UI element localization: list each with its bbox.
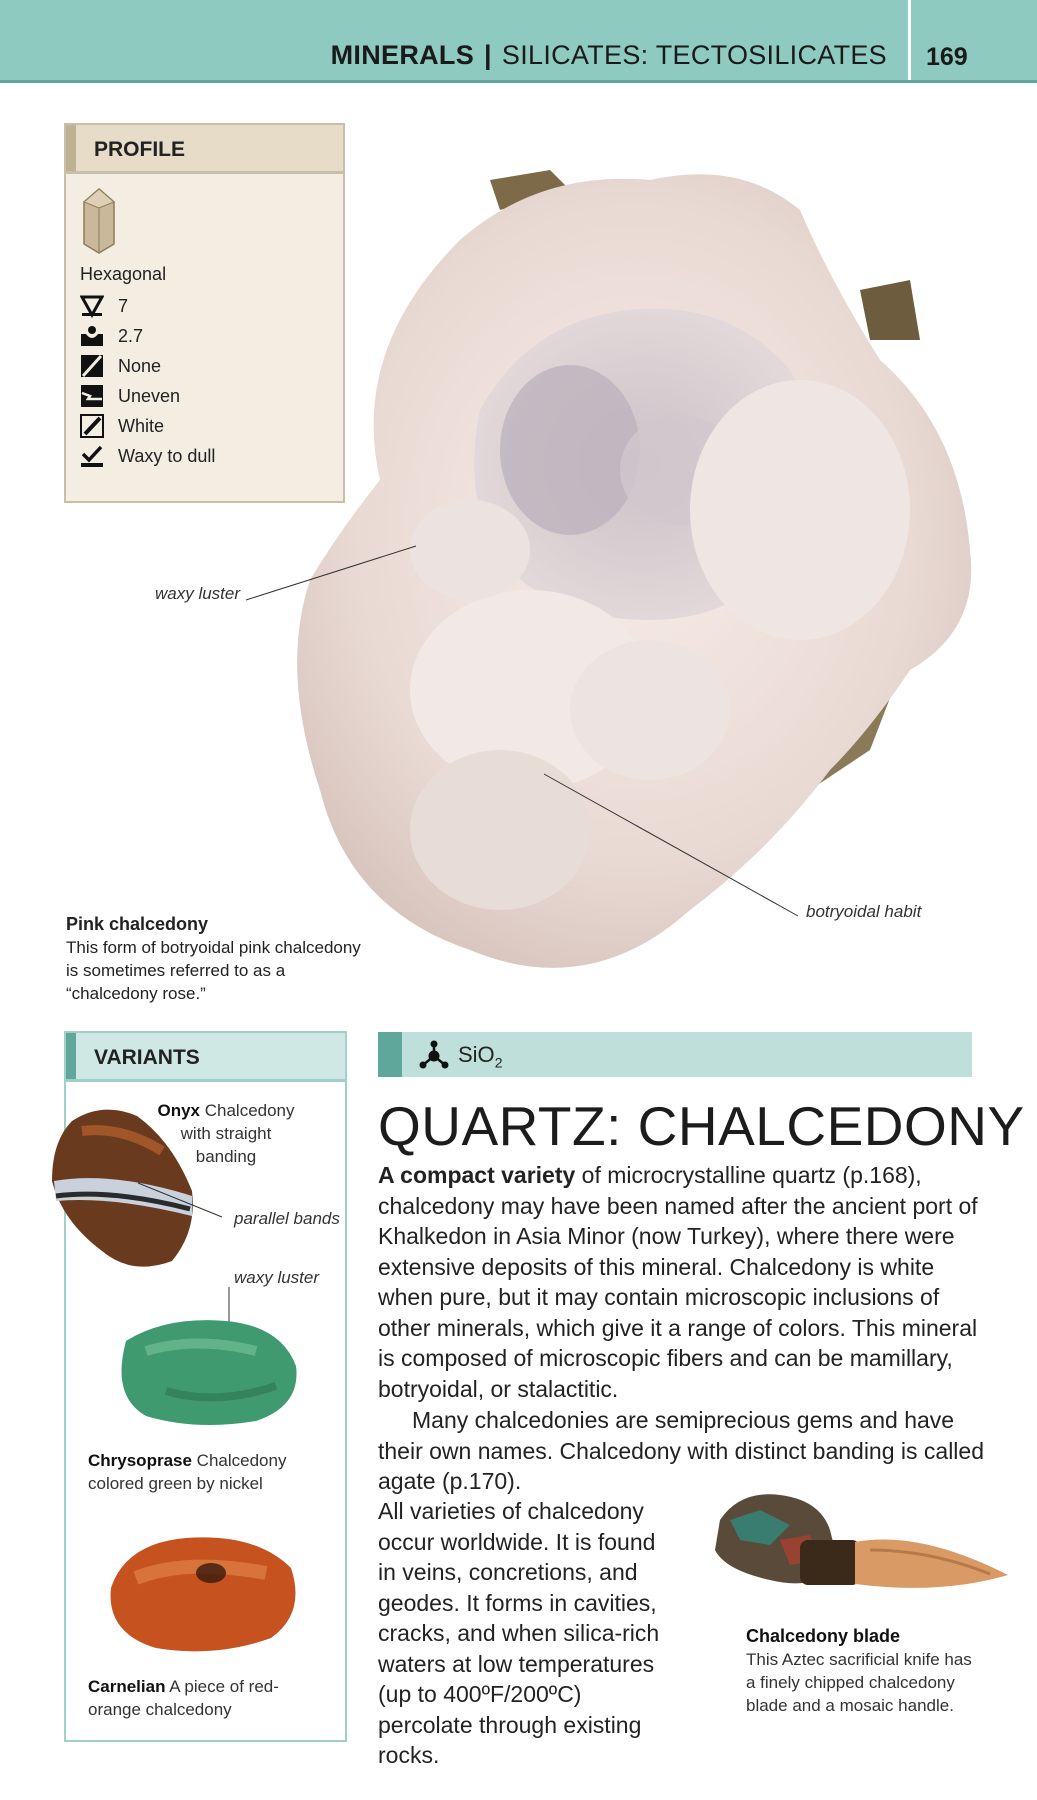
body-para1-text: of microcrystalline quartz (p.168), chalcedony may have been named after the ancient port of Khalkedon in Asia Minor (now Turkey), where there were extensive deposits of this mineral. Chalcedony is white when pure, but it may contain microscopic inclusions of other minerals, which give it a range of colors. This mineral is composed of microscopic fibers and can be mamillary, botryoidal, or stalactitic.: [378, 1162, 978, 1402]
chrysoprase-text: Chalcedony colored green by nickel: [88, 1451, 287, 1493]
property-fracture: [80, 383, 180, 409]
body-paragraph-2: Many chalcedonies are semiprecious gems and have their own names. Chalcedony with distinct banding is called agate (p.170).: [378, 1407, 984, 1494]
main-image-caption: [66, 913, 366, 1005]
chemical-formula: [458, 1042, 502, 1070]
body-paragraph-3: All varieties of chalcedony occur worldwide. It is found in veins, concretions, and geodes. It forms in cavities, cracks, and when silica-rich waters at low temperatures (up to 400ºF/200ºC) percolate through existing rocks.: [378, 1498, 660, 1768]
property-value: 7: [118, 295, 129, 316]
streak-icon: [80, 414, 104, 438]
header-separator: |: [484, 40, 492, 70]
carnelian-image: [96, 1528, 306, 1658]
body-lead: A compact variety: [378, 1162, 576, 1188]
formula-bar: [378, 1032, 972, 1077]
property-cleavage: [80, 353, 161, 379]
page-header: [0, 0, 1037, 80]
blade-caption: [746, 1625, 976, 1717]
header-divider: [908, 0, 911, 80]
body-paragraph-1: [378, 1160, 988, 1404]
callout-waxy-luster-variant: waxy luster: [234, 1268, 320, 1287]
chalcedony-blade-image: [700, 1480, 1012, 1620]
cleavage-icon: [80, 354, 104, 378]
carnelian-name: Carnelian: [88, 1677, 166, 1696]
callout-line-parallel: [136, 1181, 226, 1221]
profile-title: PROFILE: [94, 138, 186, 161]
caption-title: Pink chalcedony: [66, 914, 209, 934]
formula-stripe: [378, 1032, 402, 1077]
page-title: QUARTZ: CHALCEDONY: [378, 1095, 1025, 1157]
profile-header-stripe: [66, 125, 76, 171]
onyx-text: Chalcedony with straight banding: [180, 1101, 295, 1166]
property-value: White: [118, 415, 165, 436]
property-value: Uneven: [118, 385, 181, 406]
header-subsection: SILICATES: TECTOSILICATES: [501, 40, 887, 70]
variants-header-stripe: [66, 1033, 76, 1079]
page-number: 169: [926, 43, 968, 71]
luster-icon: [80, 444, 104, 468]
property-streak: [80, 413, 164, 439]
carnelian-text: A piece of red-orange chalcedony: [88, 1677, 279, 1719]
onyx-caption: [156, 1099, 296, 1168]
variants-title: VARIANTS: [94, 1046, 200, 1069]
chrysoprase-image: [106, 1311, 306, 1431]
header-title: [331, 40, 887, 71]
variants-header: [66, 1033, 345, 1082]
callout-line-waxy: [240, 540, 420, 610]
blade-title: Chalcedony blade: [746, 1626, 901, 1646]
fracture-icon: [80, 384, 104, 408]
header-section: MINERALS: [330, 40, 475, 70]
property-specific-gravity: [80, 323, 143, 349]
caption-text: This form of botryoidal pink chalcedony is sometimes referred to as a “chalcedony rose.”: [66, 938, 361, 1003]
property-value: None: [118, 355, 162, 376]
hexagonal-crystal-icon: [82, 188, 116, 254]
property-luster: [80, 443, 215, 469]
property-value: 2.7: [118, 325, 144, 346]
callout-waxy-luster: waxy luster: [155, 584, 241, 603]
specific-gravity-icon: [80, 324, 104, 348]
formula-symbol: SiO: [458, 1042, 495, 1067]
callout-botryoidal-habit: botryoidal habit: [806, 902, 922, 921]
chrysoprase-caption: [88, 1449, 328, 1495]
header-rule: [0, 80, 1037, 83]
crystal-system: Hexagonal: [80, 264, 167, 284]
callout-line-botryoidal: [540, 770, 810, 920]
molecule-icon: [418, 1040, 450, 1070]
carnelian-caption: [88, 1675, 328, 1721]
property-value: Waxy to dull: [118, 445, 216, 466]
chrysoprase-name: Chrysoprase: [88, 1451, 192, 1470]
callout-parallel-bands: parallel bands: [234, 1209, 340, 1228]
blade-text: This Aztec sacrificial knife has a finely chipped chalcedony blade and a mosaic handle.: [746, 1650, 972, 1715]
onyx-name: Onyx: [157, 1101, 200, 1120]
variants-box: [64, 1031, 347, 1742]
formula-subscript: 2: [494, 1054, 503, 1071]
property-hardness: [80, 293, 128, 319]
hardness-icon: [80, 294, 104, 318]
